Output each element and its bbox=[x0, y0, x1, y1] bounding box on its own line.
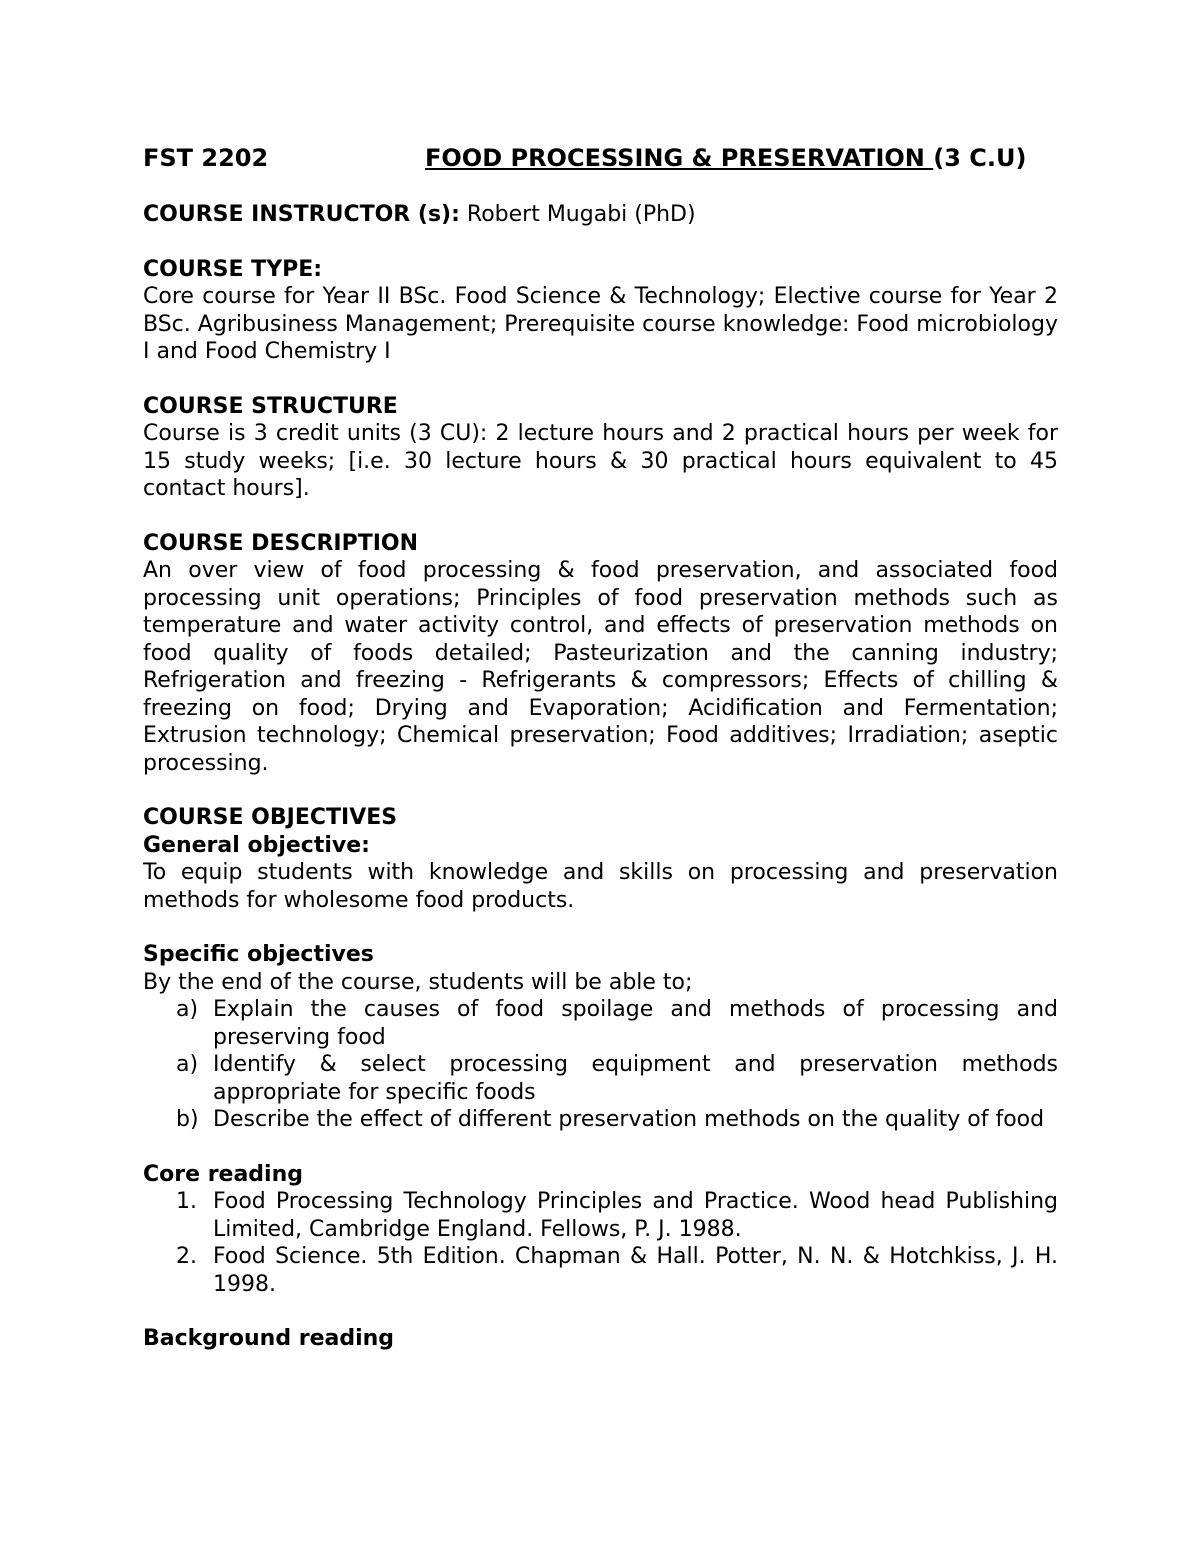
list-marker: b) bbox=[176, 1107, 199, 1132]
specific-objectives-intro: By the end of the course, students will be able to; bbox=[143, 969, 693, 995]
course-type-section bbox=[143, 256, 1058, 366]
specific-objectives-section bbox=[143, 941, 1058, 1134]
list-marker: 1. bbox=[176, 1189, 197, 1214]
background-reading-heading: Background reading bbox=[143, 1326, 395, 1351]
core-reading-heading: Core reading bbox=[143, 1161, 304, 1187]
list-item bbox=[143, 1188, 1058, 1243]
list-item bbox=[143, 996, 1058, 1051]
document-page bbox=[143, 143, 1058, 1353]
list-marker: a) bbox=[176, 997, 199, 1022]
core-reading-section bbox=[143, 1161, 1058, 1299]
list-item-text: Identify & select processing equipment and preservation methods appropriate for specific foods bbox=[213, 1052, 1058, 1105]
course-type-text: Core course for Year II BSc. Food Science & Technology; Elective course for Year 2 BSc. Agribusiness Management; Prerequisite course knowledge: Food microbiology I and Food Chemistry I bbox=[143, 284, 1058, 364]
course-structure-text: Course is 3 credit units (3 CU): 2 lecture hours and 2 practical hours per week for 15 study weeks; [i.e. 30 lecture hours & 30 practical hours equivalent to 45 contact hours]. bbox=[143, 421, 1058, 501]
list-marker: 2. bbox=[176, 1244, 197, 1269]
course-title bbox=[143, 143, 1058, 174]
list-item bbox=[143, 1051, 1058, 1106]
list-item-text: Food Science. 5th Edition. Chapman & Hall. Potter, N. N. & Hotchkiss, J. H. 1998. bbox=[213, 1244, 1058, 1297]
course-description-heading: COURSE DESCRIPTION bbox=[143, 530, 419, 556]
list-item-text: Explain the causes of food spoilage and methods of processing and preserving food bbox=[213, 997, 1058, 1050]
list-item bbox=[143, 1106, 1058, 1134]
list-item-text: Food Processing Technology Principles and Practice. Wood head Publishing Limited, Cambridge England. Fellows, P. J. 1988. bbox=[213, 1189, 1058, 1242]
core-reading-list bbox=[143, 1188, 1058, 1298]
course-objectives-section bbox=[143, 804, 1058, 914]
course-objectives-heading: COURSE OBJECTIVES bbox=[143, 805, 398, 830]
list-item-text: Describe the effect of different preservation methods on the quality of food bbox=[213, 1107, 1045, 1132]
course-structure-section bbox=[143, 393, 1058, 503]
specific-objectives-list bbox=[143, 996, 1058, 1134]
list-marker: a) bbox=[176, 1052, 199, 1077]
instructor-value: Robert Mugabi (PhD) bbox=[459, 202, 696, 227]
course-code: FST 2202 bbox=[143, 144, 269, 172]
background-reading-section bbox=[143, 1325, 1058, 1353]
instructor-label: COURSE INSTRUCTOR (s): bbox=[143, 202, 460, 227]
course-description-text: An over view of food processing & food preservation, and associated food processing unit operations; Principles of food preservation methods such as temperature and water activity control, and effects of preservation methods on food quality of foods detailed; Pasteurization and the canning industry; Refrigeration and freezing - Refrigerants & compressors; Effects of chilling & freezing on food; Drying and Evaporation; Acidification and Fermentation; Extrusion technology; Chemical preservation; Food additives; Irradiation; aseptic processing. bbox=[143, 558, 1058, 776]
course-name: FOOD PROCESSING & PRESERVATION bbox=[425, 144, 934, 172]
general-objective-heading: General objective: bbox=[143, 832, 370, 858]
course-credit: (3 C.U) bbox=[933, 144, 1027, 172]
general-objective-text: To equip students with knowledge and skills on processing and preservation methods for wholesome food products. bbox=[143, 860, 1058, 913]
specific-objectives-heading: Specific objectives bbox=[143, 942, 374, 967]
course-instructor bbox=[143, 201, 1058, 229]
course-type-heading: COURSE TYPE: bbox=[143, 256, 323, 282]
course-description-section bbox=[143, 530, 1058, 778]
list-item bbox=[143, 1243, 1058, 1298]
course-structure-heading: COURSE STRUCTURE bbox=[143, 393, 398, 419]
